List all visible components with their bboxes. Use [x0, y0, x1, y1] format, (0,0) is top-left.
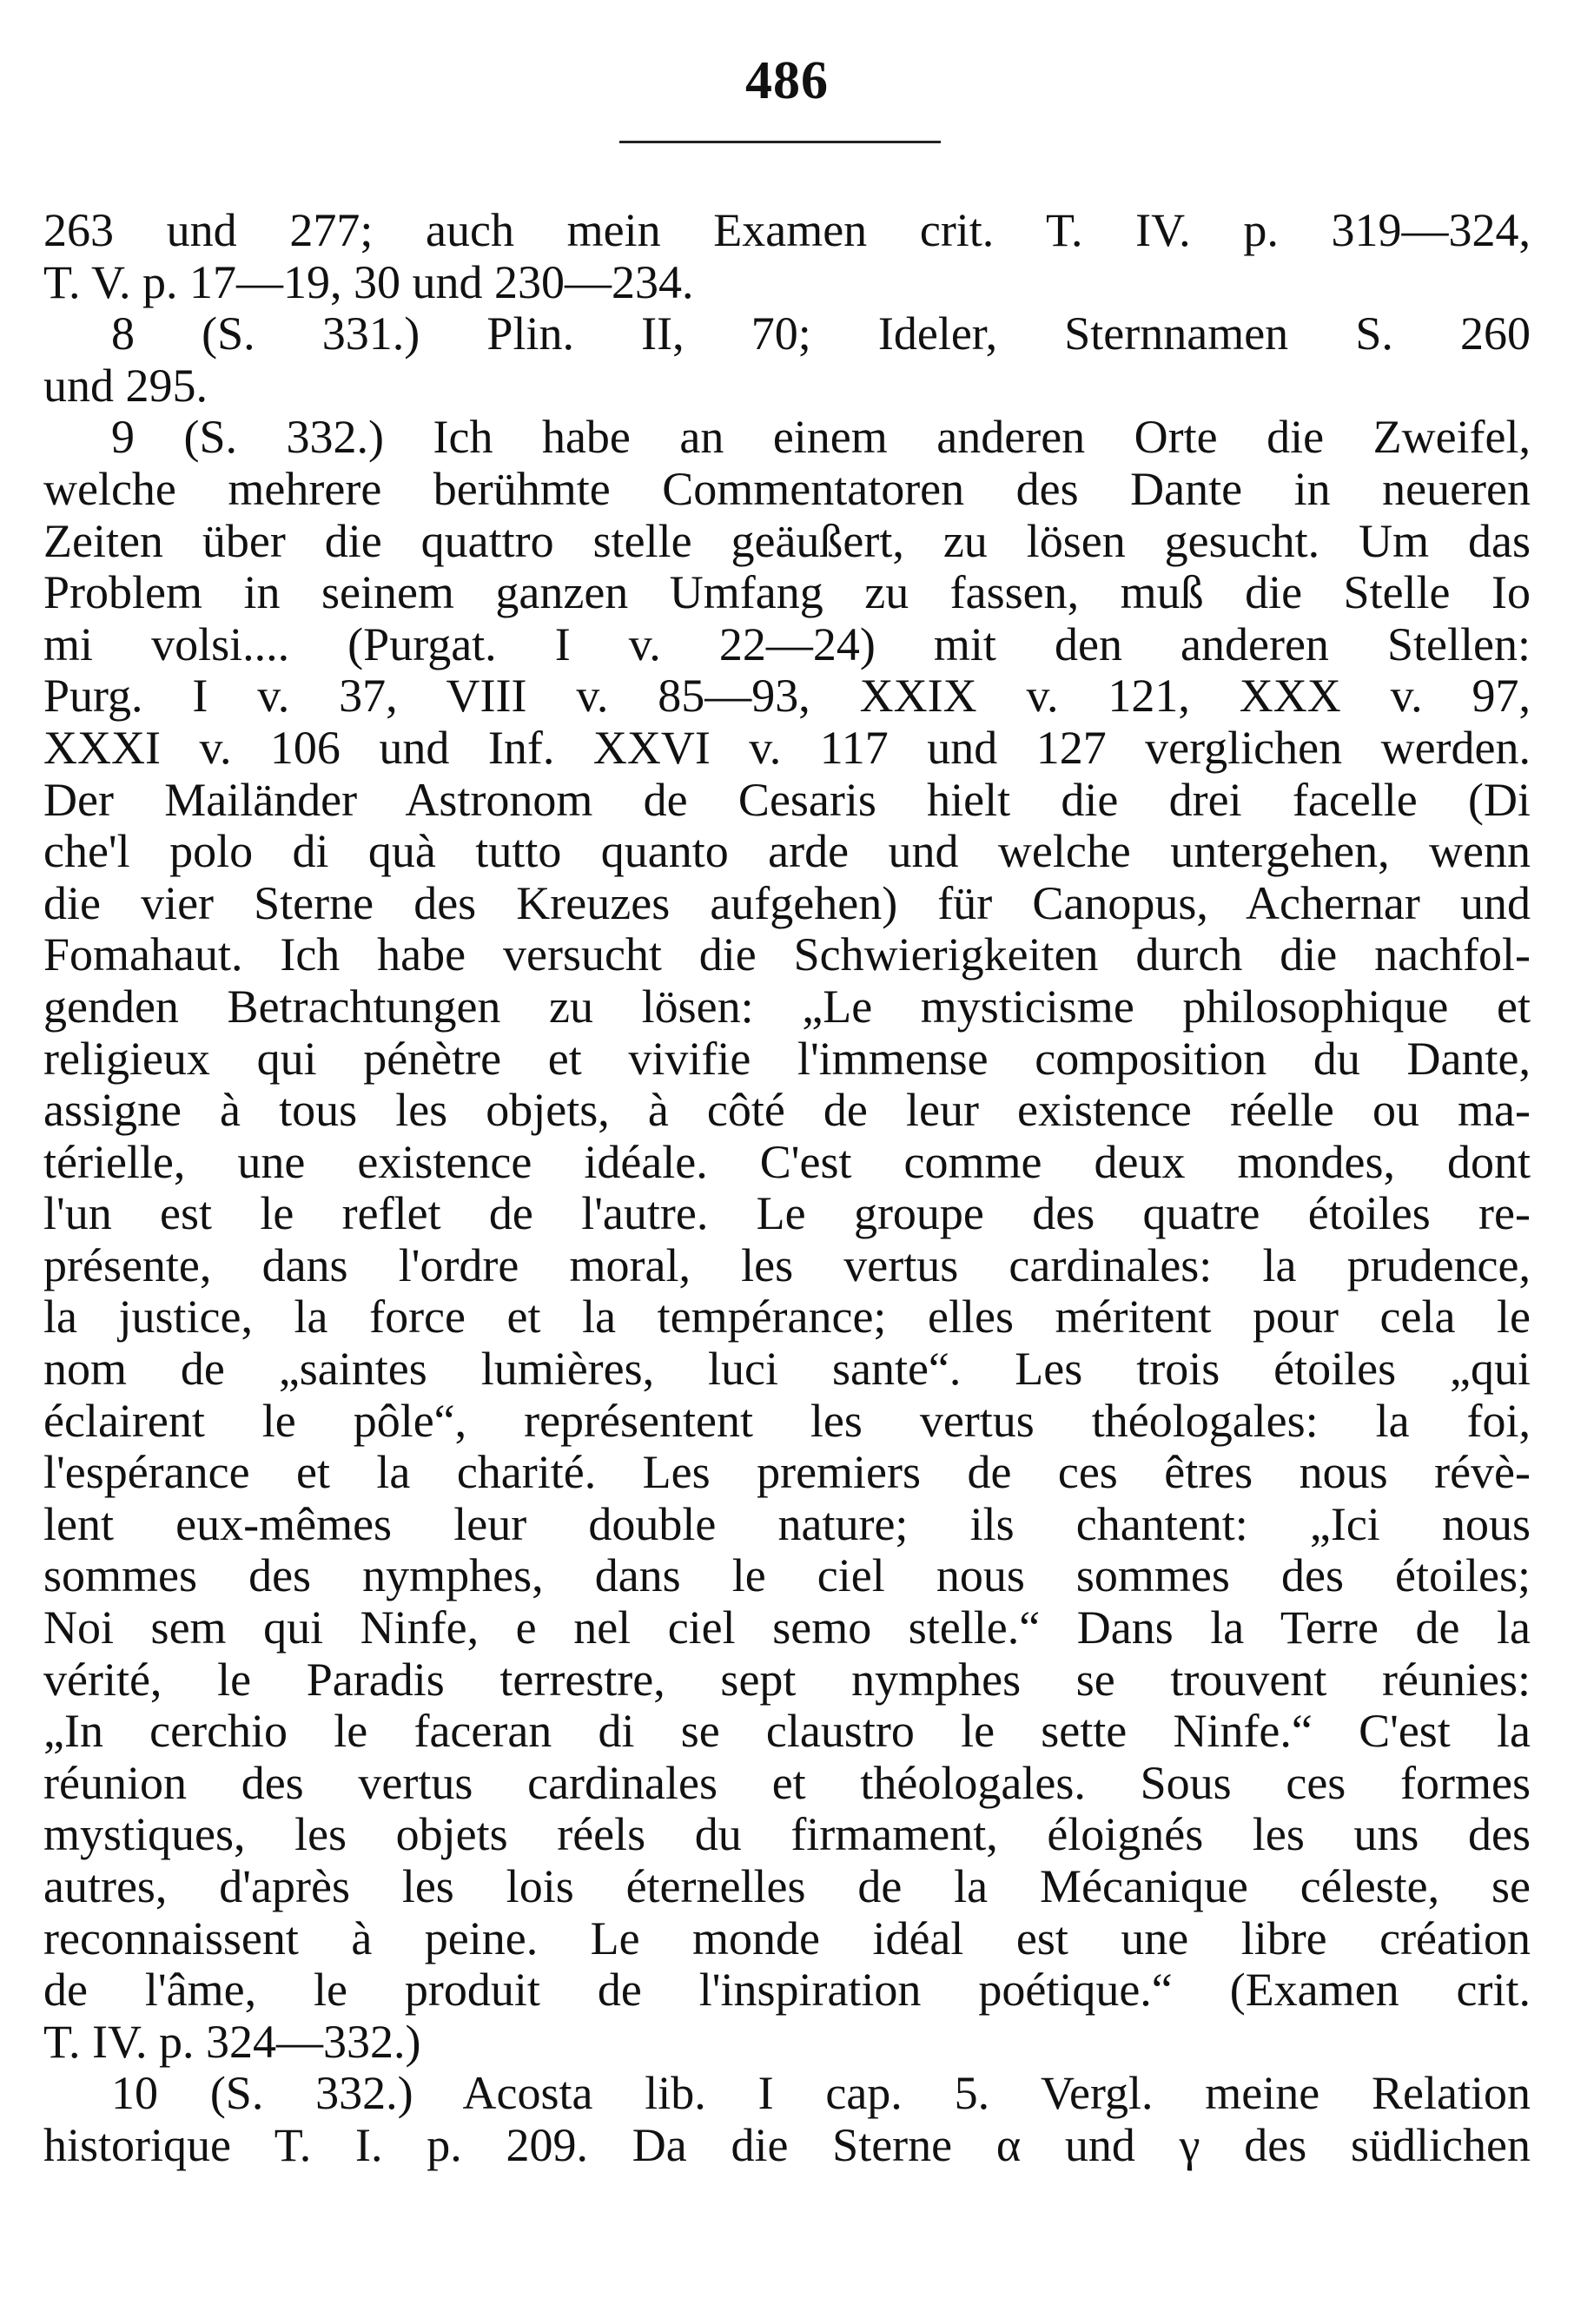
text-line: historique T. I. p. 209. Da die Sterne α und γ des südlichen [43, 2118, 1531, 2171]
footnote-9-line: 9 (S. 332.) Ich habe an einem anderen Orte die Zweifel, [111, 411, 1531, 464]
text-line: und 295. [43, 359, 208, 412]
text-line: sommes des nymphes, dans le ciel nous sommes des étoiles; [43, 1549, 1531, 1602]
text-line: éclairent le pôle“, représentent les vertus théologales: la foi, [43, 1394, 1531, 1447]
text-line: Fomahaut. Ich habe versucht die Schwierigkeiten durch die nachfol- [43, 928, 1531, 981]
text-line: vérité, le Paradis terrestre, sept nymphes se trouvent réunies: [43, 1653, 1531, 1706]
text-line: Der Mailänder Astronom de Cesaris hielt die drei facelle (Di [43, 773, 1531, 826]
text-line: nom de „saintes lumières, luci sante“. Les trois étoiles „qui [43, 1343, 1531, 1396]
text-line: la justice, la force et la tempérance; elles méritent pour cela le [43, 1291, 1531, 1344]
text-line: Problem in seinem ganzen Umfang zu fassen, muß die Stelle Io [43, 566, 1531, 619]
text-line: Noi sem qui Ninfe, e nel ciel semo stelle.“ Dans la Terre de la [43, 1601, 1531, 1654]
text-line: Purg. I v. 37, VIII v. 85—93, XXIX v. 121, XXX v. 97, [43, 670, 1531, 723]
text-line: reconnaissent à peine. Le monde idéal est une libre création [43, 1911, 1531, 1964]
text-line: autres, d'après les lois éternelles de la Mécanique céleste, se [43, 1860, 1531, 1912]
page-number: 486 [745, 51, 829, 110]
text-line: religieux qui pénètre et vivifie l'immense composition du Dante, [43, 1032, 1531, 1085]
header-rule [619, 141, 941, 143]
text-line: assigne à tous les objets, à côté de leur existence réelle ou ma- [43, 1084, 1531, 1137]
text-line: genden Betrachtungen zu lösen: „Le mysticisme philosophique et [43, 980, 1531, 1033]
text-line: présente, dans l'ordre moral, les vertus cardinales: la prudence, [43, 1238, 1531, 1291]
body-text [43, 205, 1531, 2172]
text-line: Zeiten über die quattro stelle geäußert, zu lösen gesucht. Um das [43, 514, 1531, 567]
text-line: 263 und 277; auch mein Examen crit. T. IV. p. 319—324, [43, 204, 1531, 256]
text-line: lent eux-mêmes leur double nature; ils chantent: „Ici nous [43, 1497, 1531, 1550]
text-line: T. IV. p. 324—332.) [43, 2015, 421, 2068]
text-line: T. V. p. 17—19, 30 und 230—234. [43, 255, 694, 308]
text-line: welche mehrere berühmte Commentatoren des Dante in neueren [43, 462, 1531, 515]
text-line: mi volsi.... (Purgat. I v. 22—24) mit den anderen Stellen: [43, 617, 1531, 670]
text-line: mystiques, les objets réels du firmament, éloignés les uns des [43, 1808, 1531, 1861]
text-line: l'espérance et la charité. Les premiers de ces êtres nous révè- [43, 1446, 1531, 1499]
text-line: térielle, une existence idéale. C'est comme deux mondes, dont [43, 1135, 1531, 1188]
text-line: de l'âme, le produit de l'inspiration poétique.“ (Examen crit. [43, 1964, 1531, 2017]
footnote-8-line: 8 (S. 331.) Plin. II, 70; Ideler, Sternnamen S. 260 [111, 307, 1531, 360]
text-line: die vier Sterne des Kreuzes aufgehen) für Canopus, Achernar und [43, 876, 1531, 929]
footnote-10-line: 10 (S. 332.) Acosta lib. I cap. 5. Vergl. meine Relation [111, 2067, 1531, 2120]
text-line: l'un est le reflet de l'autre. Le groupe des quatre étoiles re- [43, 1187, 1531, 1240]
text-line: „In cerchio le faceran di se claustro le sette Ninfe.“ C'est la [43, 1705, 1531, 1758]
text-line: réunion des vertus cardinales et théologales. Sous ces formes [43, 1756, 1531, 1809]
text-line: XXXI v. 106 und Inf. XXVI v. 117 und 127 verglichen werden. [43, 721, 1531, 774]
text-line: che'l polo di quà tutto quanto arde und welche untergehen, wenn [43, 825, 1531, 878]
